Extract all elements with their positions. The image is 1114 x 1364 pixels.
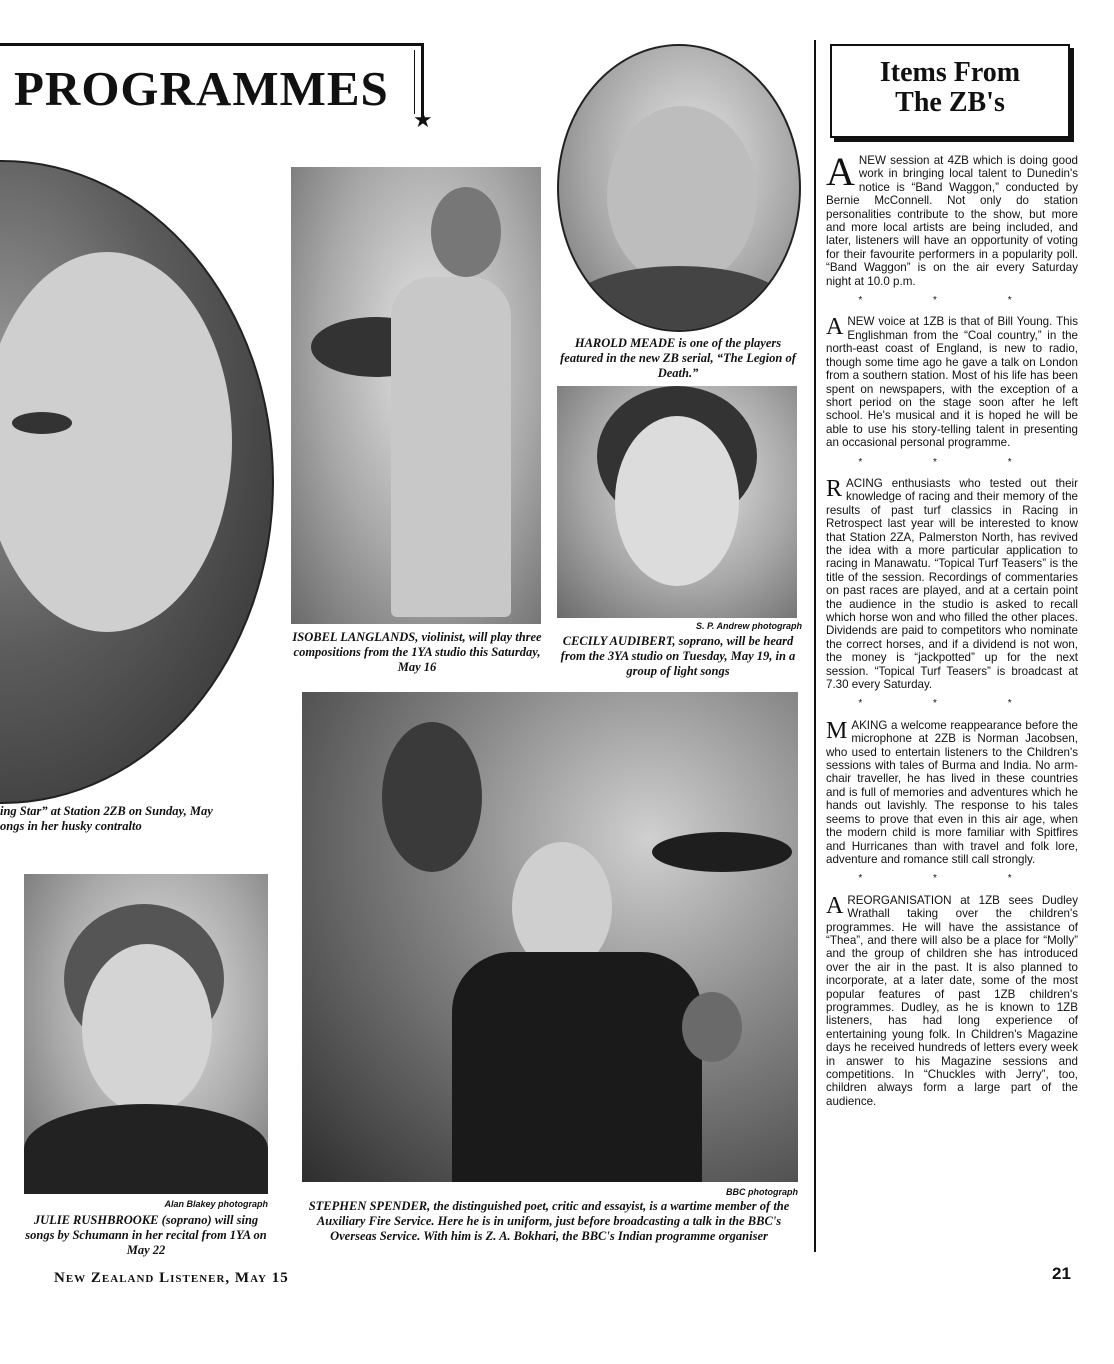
microphone-icon bbox=[682, 992, 742, 1062]
singer-portrait-photo bbox=[0, 160, 274, 804]
julie-caption: JULIE RUSHBROOKE (soprano) will sing songs by Schumann in her recital from 1YA on May 22 bbox=[25, 1213, 267, 1257]
sidebar-title-line1: Items From bbox=[879, 57, 1021, 88]
article-text: AKING a welcome reappearance before the microphone at 2ZB is Norman Jacobsen, who used to entertain listeners to the Children's sessions with tales of Burma and India. No arm-chair traveller, he has lived in these countries and is full of memories and adventures which he hands out lavishly. The response to his tales seems to prove that even in this air age, when the modern child is more familiar with Spitfires and Hurricanes than with travel and folk lore, adventure and romance still call strongly. bbox=[826, 718, 1078, 866]
article-2zb-norman-jacobsen bbox=[826, 719, 1078, 866]
article-1zb-bill-young bbox=[826, 315, 1078, 449]
article-text: NEW session at 4ZB which is doing good work in bringing local talent to Dunedin's notice is “Band Waggon,” conducted by Bernie McConnell. Not only do station personalities contribute to the show, but more and more local artists are being included, and later, listeners will have an opportunity of voting for their favourite performers in a popularity poll. “Band Waggon” is on the air every Saturday night at 10.0 p.m. bbox=[826, 154, 1078, 288]
page-title: PROGRAMMES bbox=[14, 61, 389, 116]
article-dropcap: M bbox=[826, 717, 848, 744]
header-rule-right-inner bbox=[414, 50, 415, 114]
isobel-langlands-photo bbox=[291, 167, 541, 624]
portrait-face bbox=[0, 252, 232, 632]
julie-face bbox=[82, 944, 212, 1114]
footer-publication: New Zealand Listener, May 15 bbox=[54, 1270, 289, 1286]
left-top-caption bbox=[0, 804, 270, 834]
article-2za-racing bbox=[826, 477, 1078, 692]
sidebar-articles bbox=[826, 149, 1078, 1114]
article-1zb-reorganisation bbox=[826, 894, 1078, 1109]
article-dropcap: R bbox=[826, 475, 843, 502]
left-top-caption-line1: ing Star” at Station 2ZB on Sunday, May bbox=[0, 804, 213, 818]
article-dropcap: A bbox=[826, 314, 844, 341]
left-top-caption-line2: ongs in her husky contralto bbox=[0, 819, 142, 833]
header-rule-top bbox=[0, 43, 424, 46]
harold-caption: HAROLD MEADE is one of the players featured in the new ZB serial, “The Legion of Death.” bbox=[560, 336, 796, 380]
portrait-eye bbox=[12, 412, 72, 434]
stephen-spender-photo bbox=[302, 692, 798, 1182]
sidebar-title-line2: The ZB's bbox=[895, 87, 1005, 118]
cecily-face bbox=[615, 416, 739, 586]
bbc-credit: BBC photograph bbox=[726, 1187, 798, 1197]
article-dropcap: A bbox=[826, 892, 844, 919]
julie-dress bbox=[24, 1104, 268, 1194]
article-text: ACING enthusiasts who tested out their knowledge of racing and their memory of the results of past turf classics in Racing in Retrospect last year will be interested to know that Station 2ZA, Palmerston North, has revived the idea with a more particular application to racing in Manawatu. “Topical Turf Teasers” is the title of the session. Recordings of commentaries on past races are played, and at a certain point the audience in the studio is asked to recall which horse won and who filled the other places. Dividends are paid to competitors who nominate the correct horses, and if a dividend is not won, the money is “jackpotted” up for the next session. “Topical Turf Teasers” is broadcast at 7.30 every Saturday. bbox=[826, 476, 1078, 692]
harold-face bbox=[607, 106, 757, 286]
column-divider bbox=[814, 40, 816, 1252]
blakey-credit: Alan Blakey photograph bbox=[164, 1199, 268, 1209]
article-text: REORGANISATION at 1ZB sees Dudley Wrathall taking over the children's programmes. He will have the assistance of “Thea”, and there will also be a place for “Molly” and the group of children she has introduced over the air in the past. It is also planned to incorporate, at a later date, some of the most popular features of past 1ZB children's programmes. Dudley, as he is known to 1ZB listeners, has had long experience of entertaining young folk. In Children's Magazine days he received hundreds of letters every week in answer to his Magazine sessions and competitions. In “Chuckles with Jerry”, too, children always form a large part of the audience. bbox=[826, 893, 1078, 1108]
andrew-credit: S. P. Andrew photograph bbox=[695, 621, 802, 631]
section-stars: * * * bbox=[858, 295, 1046, 307]
harold-suit bbox=[569, 266, 789, 332]
stephen-caption: STEPHEN SPENDER, the distinguished poet, critic and essayist, is a wartime member of the Auxiliary Fire Service. Here he is in uniform, just before broadcasting a talk in the BBC's Overseas Service. With him is Z. A. Bokhari, the BBC's Indian programme organiser bbox=[308, 1199, 790, 1243]
cecily-audibert-photo bbox=[557, 386, 797, 618]
section-stars: * * * bbox=[858, 698, 1046, 710]
article-text: NEW voice at 1ZB is that of Bill Young. This Englishman from the “Coal country,” in the north-east coast of England, is new to radio, though some time ago he gave a talk on London from a southern station. Most of his life has been spent on newspapers, with the exception of a short period on the stage soon after he left school. He's musical and it is hoped he will be able to use his story-telling talent in presenting an occasional personal programme. bbox=[826, 315, 1078, 450]
isobel-caption: ISOBEL LANGLANDS, violinist, will play three compositions from the 1YA studio this Saturday, May 16 bbox=[292, 630, 542, 674]
sidebar-title-box bbox=[830, 44, 1070, 138]
isobel-head bbox=[431, 187, 501, 277]
lamp-shade bbox=[652, 832, 792, 872]
cecily-caption: CECILY AUDIBERT, soprano, will be heard from the 3YA studio on Tuesday, May 19, in a group of light songs bbox=[560, 634, 796, 678]
section-stars: * * * bbox=[858, 456, 1046, 468]
isobel-dress bbox=[391, 277, 511, 617]
section-stars: * * * bbox=[858, 873, 1046, 885]
page-number: 21 bbox=[1052, 1264, 1071, 1283]
article-4zb-band-waggon bbox=[826, 149, 1078, 288]
julie-rushbrooke-photo bbox=[24, 874, 268, 1194]
article-dropcap: A bbox=[826, 149, 855, 194]
bokhari-head bbox=[382, 722, 482, 872]
star-icon: ★ bbox=[413, 107, 433, 132]
harold-meade-photo bbox=[557, 44, 801, 332]
spender-uniform bbox=[452, 952, 702, 1182]
